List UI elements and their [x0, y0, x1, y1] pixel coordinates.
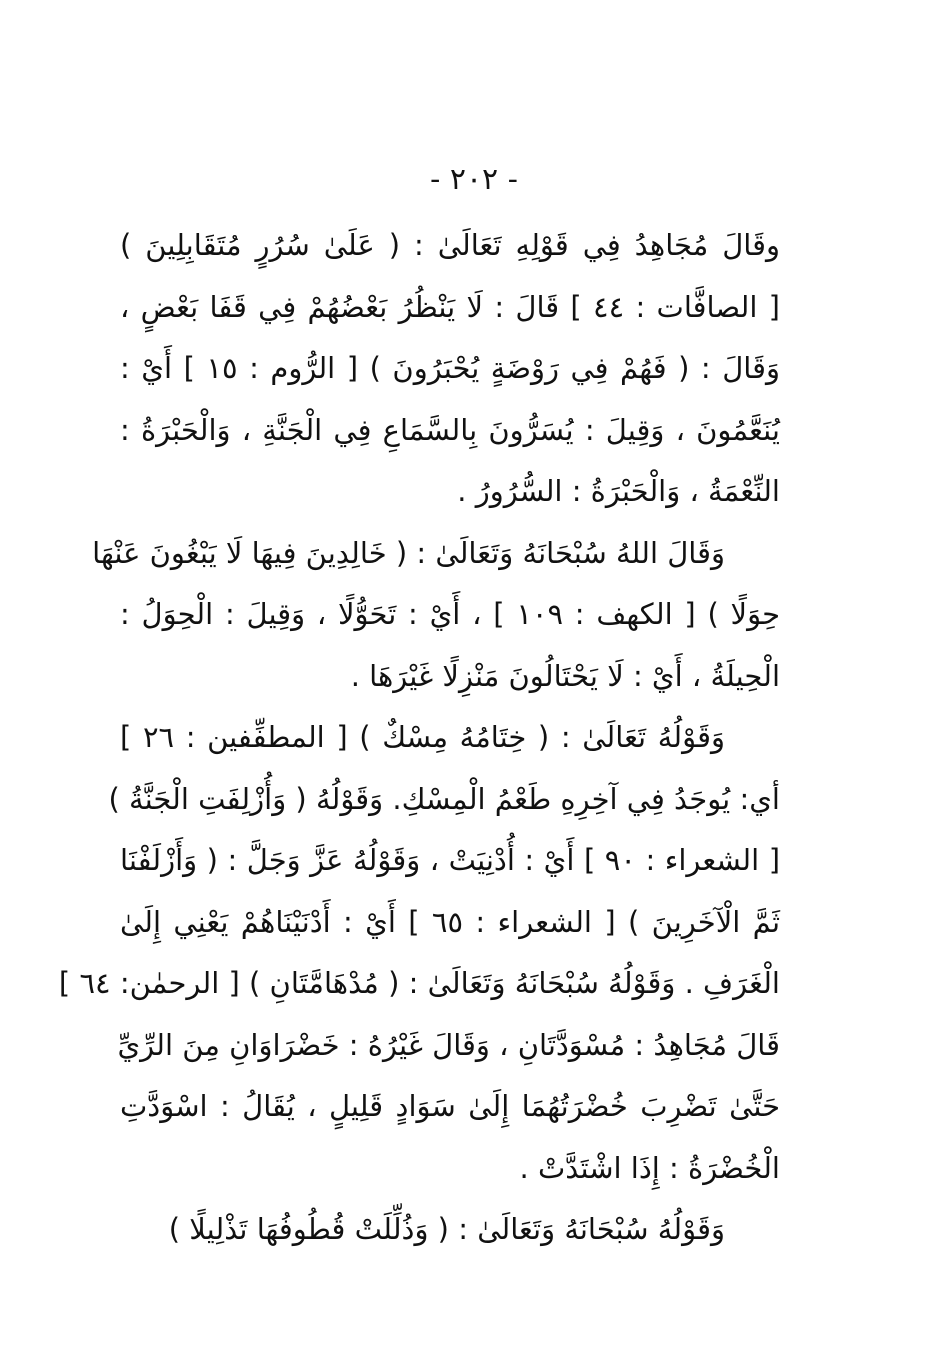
text-line: وَقَوْلُهُ سُبْحَانَهُ وَتَعَالَىٰ : ( وَذُلِّلَتْ قُطُوفُهَا تَذْلِيلًا ) [168, 1212, 725, 1246]
text-line: [ الشعراء : ٩٠ ] أَيْ : أُدْنِيَتْ ، وَقَوْلُهُ عَزَّ وَجَلَّ : ( وَأَزْلَفْنَا [120, 843, 781, 877]
text-line: حِوَلًا ) [ الكهف : ١٠٩ ] ، أَيْ : تَحَوُّلًا ، وَقِيلَ : الْحِوَلُ : [120, 597, 781, 631]
text-line: وَقَوْلُهُ تَعَالَىٰ : ( خِتَامُهُ مِسْكٌ ) [ المطفِّفين : ٢٦ ] [120, 720, 725, 754]
text-line: وَقَالَ : ( فَهُمْ فِي رَوْضَةٍ يُحْبَرُونَ ) [ الرُّوم : ١٥ ] أَيْ : [120, 351, 780, 385]
text-line: وَقَالَ اللهُ سُبْحَانَهُ وَتَعَالَىٰ : ( خَالِدِينَ فِيهَا لَا يَبْغُونَ عَنْهَا [92, 535, 725, 570]
page-number: - ٢٠٢ - [430, 162, 518, 197]
paragraph-2 [92, 523, 781, 708]
text-line: النِّعْمَةُ ، وَالْحَبْرَةُ : السُّرُورُ . [457, 474, 780, 508]
paragraph-4 [120, 1199, 780, 1261]
text-line: الْغَرَفِ . وَقَوْلُهُ سُبْحَانَهُ وَتَعَالَىٰ : ( مُدْهَامَّتَانِ ) [ الرحمٰن: ٦٤ ] [58, 966, 780, 1000]
text-line: الْخُضْرَةُ : إِذَا اشْتَدَّتْ . [519, 1150, 780, 1185]
page-body [58, 215, 781, 1261]
text-line: يُنَعَّمُونَ ، وَقِيلَ : يُسَرُّونَ بِالسَّمَاعِ فِي الْجَنَّةِ ، وَالْحَبْرَةُ : [120, 412, 780, 447]
text-line: أي: يُوجَدُ فِي آخِرِهِ طَعْمُ الْمِسْكِ. وَقَوْلُهُ ( وَأُزْلِفَتِ الْجَنَّةُ ) [108, 781, 780, 816]
text-line: وقَالَ مُجَاهِدُ فِي قَوْلِهِ تَعَالَىٰ : ( عَلَىٰ سُرُرٍ مُتَقَابِلِينَ ) [120, 228, 780, 262]
paragraph-1 [120, 215, 780, 523]
text-line: الْحِيلَةُ ، أَيْ : لَا يَحْتَالُونَ مَنْزِلًا غَيْرَهَا . [350, 658, 780, 693]
text-line: ثَمَّ الْآخَرِينَ ) [ الشعراء : ٦٥ ] أَيْ : أَدْنَيْنَاهُمْ يَعْنِي إِلَىٰ [120, 904, 781, 939]
paragraph-3 [58, 707, 781, 1199]
text-line: [ الصافَّات : ٤٤ ] قَالَ : لَا يَنْظُرُ بَعْضُهُمْ فِي قَفَا بَعْضٍ ، [120, 289, 780, 324]
text-line: حَتَّىٰ تَضْرِبَ خُضْرَتُهُمَا إِلَىٰ سَوَادٍ قَلِيلٍ ، يُقَالُ : اسْوَدَّتِ [120, 1089, 780, 1123]
text-line: قَالَ مُجَاهِدُ : مُسْوَدَّتَانِ ، وَقَالَ غَيْرُهُ : خَضْرَاوَانِ مِنَ الرِّيِّ [117, 1027, 780, 1062]
